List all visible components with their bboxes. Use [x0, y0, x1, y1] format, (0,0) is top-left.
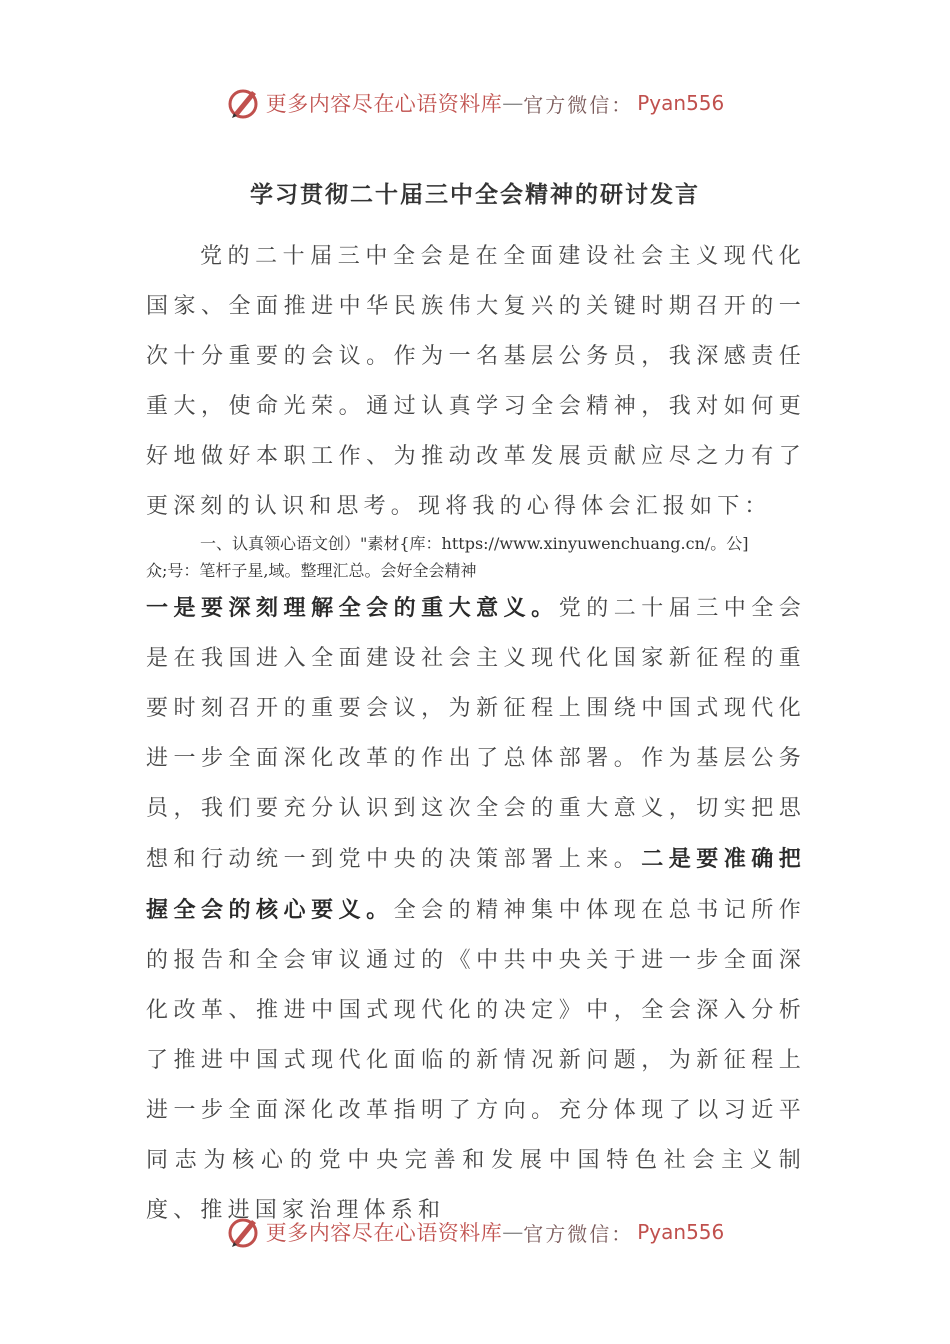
- intro-paragraph: 党的二十届三中全会是在全面建设社会主义现代化国家、全面推进中华民族伟大复兴的关键时期召开的一次十分重要的会议。作为一名基层公务员，我深感责任重大，使命光荣。通过认真学习全会精神，我对如何更好地做好本职工作、为推动改革发展贡献应尽之力有了更深刻的认识和思考。现将我的心得体会汇报如下：: [146, 244, 806, 519]
- banner-wechat-id: Pyan556: [637, 1220, 725, 1244]
- banner-wechat-label: 官方微信：: [523, 92, 634, 117]
- banner-text: 更多内容尽在心语资料库: [265, 92, 503, 116]
- header-banner: [0, 83, 950, 123]
- pen-logo-icon: [226, 85, 262, 121]
- banner-separator: —: [502, 1220, 524, 1244]
- watermark-line-1: 一、认真领心语文创）"素材{库：https://www.xinyuwenchuang.cn/。公]: [200, 534, 749, 553]
- watermark-line-2: 众;号：笔杆子星,域。整理汇总。会好全会精神: [146, 561, 477, 580]
- point-two-heading: 二是要准确把握全会的核心要义。: [146, 846, 806, 923]
- point-one-text: 党的二十届三中全会是在我国进入全面建设社会主义现代化国家新征程的重要时刻召开的重要会议，为新征程上围绕中国式现代化进一步全面深化改革的作出了总体部署。作为基层公务员，我们要充分认识到这次全会的重大意义，切实把思想和行动统一到党中央的决策部署上来。: [146, 596, 806, 872]
- banner-wechat-label: 官方微信：: [523, 1221, 634, 1246]
- banner-separator: —: [502, 91, 524, 115]
- banner-wechat-id: Pyan556: [637, 91, 725, 115]
- body-paragraph: [146, 583, 806, 1236]
- banner-text: 更多内容尽在心语资料库: [265, 1221, 503, 1245]
- point-one-heading: 一是要深刻理解全会的重大意义。: [146, 595, 559, 621]
- point-two-text: 全会的精神集中体现在总书记所作的报告和全会审议通过的《中共中央关于进一步全面深化改革、推进中国式现代化的决定》中，全会深入分析了推进中国式现代化面临的新情况新问题，为新征程上进一步全面深化改革指明了方向。充分体现了以习近平同志为核心的党中央完善和发展中国特色社会主义制度、推进国家治理体系和: [146, 898, 806, 1223]
- watermark-note: [146, 530, 810, 584]
- pen-logo-icon: [226, 1214, 262, 1250]
- footer-banner: [0, 1212, 950, 1252]
- document-title: 学习贯彻二十届三中全会精神的研讨发言: [250, 181, 700, 208]
